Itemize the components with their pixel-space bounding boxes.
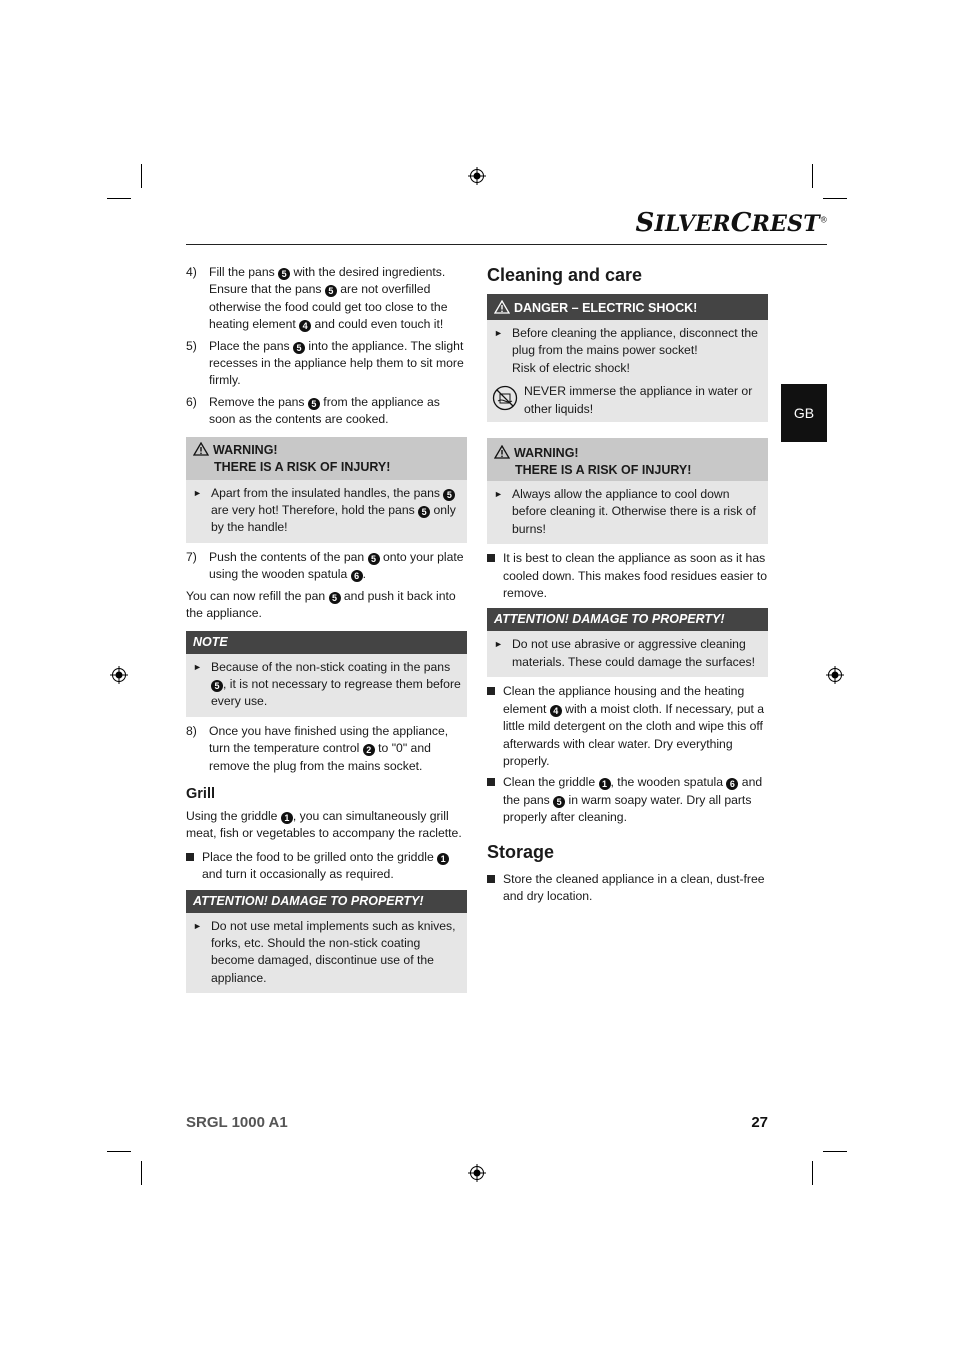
- attention-item: ► Do not use abrasive or aggressive cleaning materials. These could damage the surfaces!: [494, 637, 755, 669]
- warning-triangle-icon: [193, 442, 209, 456]
- note-item: ► Because of the non-stick coating in the pans 5 , it is not necessary to regrease them before every use.: [193, 659, 461, 709]
- crop-mark: [823, 1151, 847, 1152]
- cleaning-bullet: Clean the griddle 1 , the wooden spatula 6 and the pans 5 in warm soapy water. Dry all parts properly after cleaning.: [487, 774, 768, 826]
- danger-box: [487, 294, 768, 422]
- crop-mark: [107, 1151, 131, 1152]
- storage-heading: Storage: [487, 841, 555, 862]
- step-6: 6) Remove the pans 5 from the appliance as soon as the contents are cooked.: [186, 394, 440, 427]
- crop-mark: [107, 198, 131, 199]
- attention-header: ATTENTION! DAMAGE TO PROPERTY!: [487, 608, 768, 631]
- step-4: 4) Fill the pans 5 with the desired ingredients. Ensure that the pans 5 are not overfilled otherwise the food could get too close to the heating element 4 and could even touch it!: [186, 265, 448, 332]
- danger-item: ► Before cleaning the appliance, disconnect the plug from the mains power socket! Risk of electric shock!: [494, 326, 758, 375]
- registration-mark-icon: [468, 167, 486, 185]
- step-5: 5) Place the pans 5 into the appliance. The slight recesses in the appliance help them to sit more firmly.: [186, 338, 464, 388]
- registration-mark-icon: [110, 666, 128, 684]
- attention-header: ATTENTION! DAMAGE TO PROPERTY!: [186, 890, 467, 913]
- silvercrest-logo: SILVERCREST®: [635, 208, 828, 238]
- model-number: SRGL 1000 A1: [186, 1114, 288, 1131]
- crop-mark: [823, 198, 847, 199]
- warning-triangle-icon: [494, 300, 510, 314]
- attention-box: [186, 890, 467, 994]
- left-column: [186, 264, 467, 999]
- grill-intro: Using the griddle 1 , you can simultaneously grill meat, fish or vegetables to accompany the raclette.: [186, 808, 462, 841]
- note-header: NOTE: [186, 631, 467, 654]
- crop-mark: [812, 164, 813, 188]
- no-immersion-item: NEVER immerse the appliance in water or other liquids!: [494, 383, 763, 418]
- right-column: [487, 264, 768, 909]
- crop-mark: [141, 1161, 142, 1185]
- crop-mark: [812, 1161, 813, 1185]
- storage-bullet: Store the cleaned appliance in a clean, dust-free and dry location.: [487, 871, 768, 906]
- page-number: 27: [751, 1114, 768, 1131]
- step-8: 8) Once you have finished using the appliance, turn the temperature control 2 to "0" and remove the plug from the mains socket.: [186, 723, 449, 773]
- refill-paragraph: You can now refill the pan 5 and push it back into the appliance.: [186, 588, 456, 621]
- step-7: 7) Push the contents of the pan 5 onto your plate using the wooden spatula 6 .: [186, 549, 464, 582]
- cleaning-heading: Cleaning and care: [487, 265, 643, 285]
- registration-mark-icon: [826, 666, 844, 684]
- warning-box: [487, 438, 768, 544]
- warning-item: ► Always allow the appliance to cool down before cleaning it. Otherwise there is a risk of burns!: [494, 487, 756, 536]
- note-box: [186, 631, 467, 717]
- attention-box: [487, 608, 768, 677]
- no-immersion-icon: [492, 385, 518, 411]
- language-tab: GB: [781, 384, 827, 442]
- cleaning-bullet: It is best to clean the appliance as soon as it has cooled down. This makes food residues easier to remove.: [487, 550, 768, 602]
- attention-item: ► Do not use metal implements such as knives, forks, etc. Should the non-stick coating become damaged, discontinue use of the appliance.: [193, 918, 456, 985]
- warning-box: [186, 437, 467, 543]
- grill-bullet: Place the food to be grilled onto the griddle 1 and turn it occasionally as required.: [186, 849, 467, 884]
- cleaning-bullet: Clean the appliance housing and the heating element 4 with a moist cloth. If necessary, put a little mild detergent on the cloth and wipe this off afterwards with clear water. Dry everything properly.: [487, 683, 768, 770]
- warning-triangle-icon: [494, 445, 510, 459]
- warning-item: ► Apart from the insulated handles, the pans 5 are very hot! Therefore, hold the pans 5 only by the handle!: [193, 485, 456, 535]
- crop-mark: [141, 164, 142, 188]
- header-rule: [186, 244, 827, 245]
- grill-heading: Grill: [186, 785, 216, 802]
- warning-header: WARNING! THERE IS A RISK OF INJURY!: [487, 438, 768, 481]
- registration-mark-icon: [468, 1164, 486, 1182]
- warning-header: WARNING! THERE IS A RISK OF INJURY!: [186, 437, 467, 480]
- danger-header: DANGER – ELECTRIC SHOCK!: [487, 294, 768, 320]
